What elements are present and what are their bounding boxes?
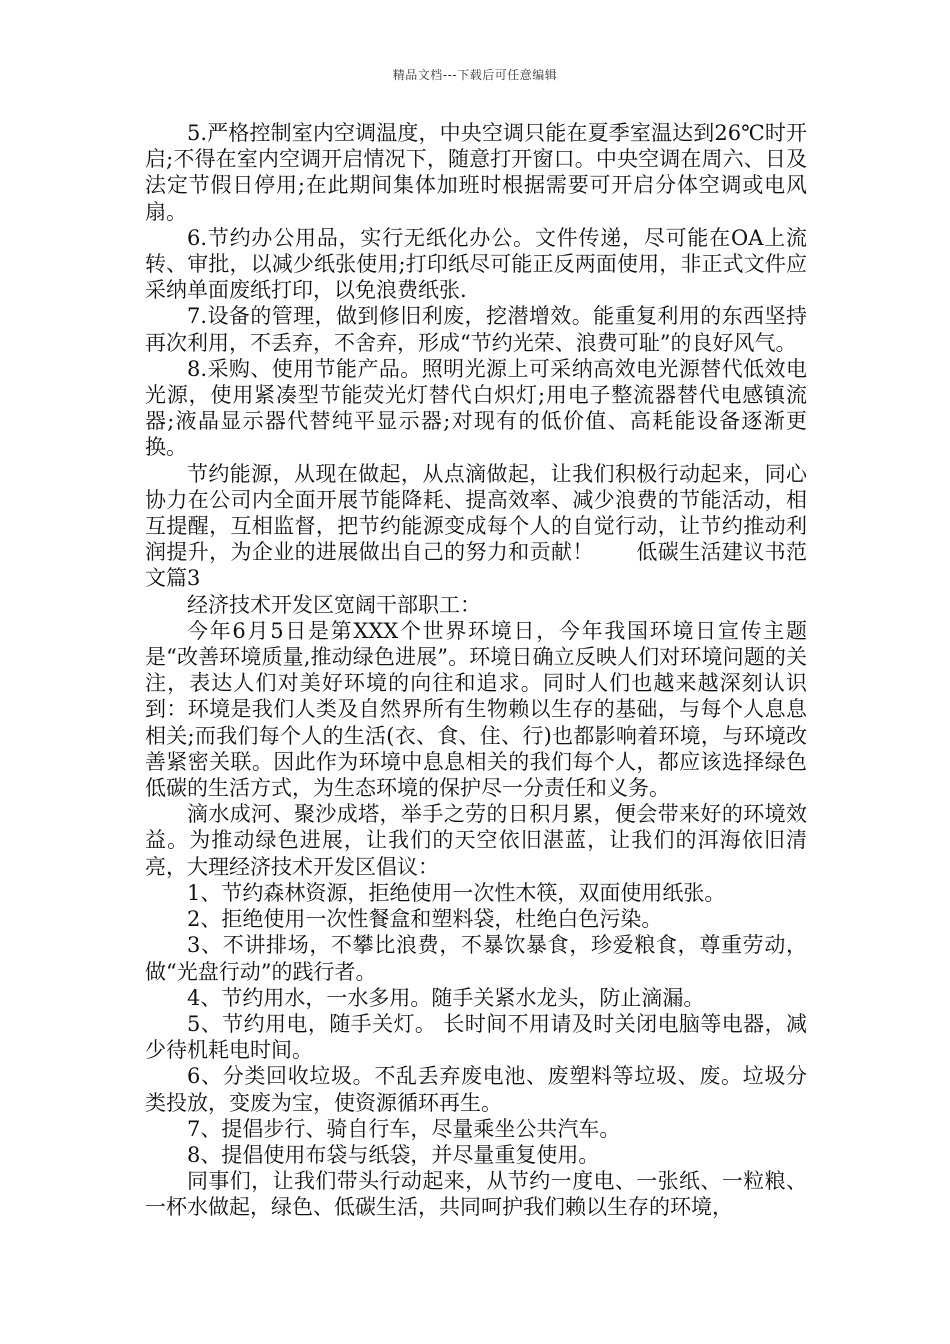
page-header: 精品文档---下载后可任意编辑 xyxy=(392,68,558,82)
document-body xyxy=(145,120,807,1221)
proposal-item-1: 1、节约森林资源，拒绝使用一次性木筷，双面使用纸张。 xyxy=(187,880,726,905)
proposal-item-3: 3、不讲排场，不攀比浪费，不暴饮暴食，珍爱粮食，尊重劳动，做“光盘行动”的践行者。 xyxy=(145,933,807,984)
proposal-item-2: 2、拒绝使用一次性餐盒和塑料袋，杜绝白色污染。 xyxy=(187,907,663,932)
paragraph-closing: 同事们，让我们带头行动起来，从节约一度电、一张纸、一粒粮、一杯水做起，绿色、低碳生活，共同呵护我们赖以生存的环境， xyxy=(145,1169,807,1220)
paragraph-salutation: 经济技术开发区宽阔干部职工： xyxy=(187,592,481,617)
paragraph-item-6: 6.节约办公用品，实行无纸化办公。文件传递，尽可能在OA上流转、审批，以减少纸张使用;打印纸尽可能正反两面使用，非正式文件应采纳单面废纸打印，以免浪费纸张. xyxy=(145,225,807,303)
paragraph-item-8: 8.采购、使用节能产品。照明光源上可采纳高效电光源替代低效电光源，使用紧凑型节能荧光灯替代白炽灯;用电子整流器替代电感镇流器;液晶显示器代替纯平显示器;对现有的低价值、高耗能设备逐渐更换。 xyxy=(145,356,807,460)
proposal-item-5: 5、节约用电，随手关灯。 长时间不用请及时关闭电脑等电器，减少待机耗电时间。 xyxy=(145,1011,807,1063)
proposal-item-6: 6、分类回收垃圾。不乱丢弃废电池、废塑料等垃圾、废。垃圾分类投放，变废为宝，使资源循环再生。 xyxy=(145,1064,807,1115)
proposal-item-7: 7、提倡步行、骑自行车，尽量乘坐公共汽车。 xyxy=(187,1116,621,1141)
paragraph-item-5: 5.严格控制室内空调温度，中央空调只能在夏季室温达到26℃时开启;不得在室内空调开启情况下，随意打开窗口。中央空调在周六、日及法定节假日停用;在此期间集体加班时根据需要可开启分体空调或电风扇。 xyxy=(145,121,807,224)
paragraph-item-7: 7.设备的管理，做到修旧利废，挖潜增效。能重复利用的东西坚持再次利用，不丢弃，不舍弃，形成“节约光荣、浪费可耻”的良好风气。 xyxy=(145,304,807,355)
paragraph-call: 滴水成河、聚沙成塔，举手之劳的日积月累，便会带来好的环境效益。为推动绿色进展，让我们的天空依旧湛蓝，让我们的洱海依旧清亮，大理经济技术开发区倡议： xyxy=(145,802,807,879)
paragraph-conclusion: 节约能源，从现在做起，从点滴做起，让我们积极行动起来，同心协力在公司内全面开展节能降耗、提高效率、减少浪费的节能活动，相互提醒，互相监督，把节约能源变成每个人的自觉行动，让节约推动利润提升，为企业的进展做出自己的努力和贡献！ 低碳生活建议书范文篇3 xyxy=(145,461,807,591)
proposal-item-8: 8、提倡使用布袋与纸袋，并尽量重复使用。 xyxy=(187,1142,600,1167)
proposal-item-4: 4、节约用水，一水多用。随手关紧水龙头，防止滴漏。 xyxy=(187,985,705,1010)
paragraph-intro: 今年6月5日是第XXX个世界环境日，今年我国环境日宣传主题是“改善环境质量,推动绿色进展”。环境日确立反映人们对环境问题的关注，表达人们对美好环境的向往和追求。同时人们也越来越深刻认识到：环境是我们人类及自然界所有生物赖以生存的基础，与每个人息息相关;而我们每个人的生活(衣、食、住、行)也都影响着环境，与环境改善紧密关联。因此作为环境中息息相关的我们每个人，都应该选择绿色低碳的生活方式，为生态环境的保护尽一分责任和义务。 xyxy=(145,618,807,801)
